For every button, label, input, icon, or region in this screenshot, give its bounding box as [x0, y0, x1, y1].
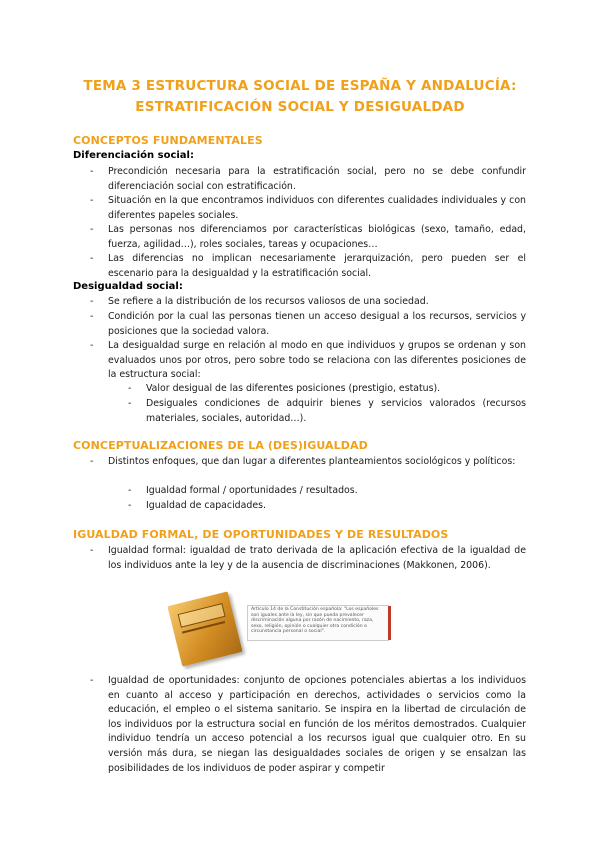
list-item: Igualdad de oportunidades: conjunto de opciones potenciales abiertas a los individuos en cuanto al acceso y participación en derechos, actividades o servicios como la educación, el empleo o el sistema sanitario. Se inspira en la libertad de circulación de los individuos por la estructura social en función de los méritos demostrados. Cualquier individuo tendría un acceso potencial a los recursos igual que cualquier otro. En su versión más dura, se niegan las desigualdades sociales de origen y se ensalzan las posibilidades de los individuos de poder aspirar y competir: [108, 675, 526, 774]
page-title: [40, 76, 560, 118]
bullet-dash: -: [90, 224, 94, 235]
list-item: Condición por la cual las personas tienen un acceso desigual a los recursos, servicios y posiciones que la sociedad valora.: [108, 311, 526, 337]
article-excerpt-image: [247, 605, 389, 641]
subheading-diferenciacion: Diferenciación social:: [73, 150, 194, 161]
list-item: Situación en la que encontramos individuos con diferentes cualidades individuales y con diferentes papeles sociales.: [108, 195, 526, 221]
section-heading-igualdad: IGUALDAD FORMAL, DE OPORTUNIDADES Y DE RESULTADOS: [73, 528, 449, 541]
list-item: La desigualdad surge en relación al modo en que individuos y grupos se ordenan y son evaluados unos por otros, pero sobre todo se relaciona con las diferentes posiciones de la estructura social:: [108, 340, 526, 381]
section-heading-conceptos: CONCEPTOS FUNDAMENTALES: [73, 134, 263, 147]
bullet-dash: -: [90, 675, 94, 686]
bullet-dash: -: [90, 545, 94, 556]
section-heading-conceptualizaciones: CONCEPTUALIZACIONES DE LA (DES)IGUALDAD: [73, 439, 368, 452]
bullet-dash: -: [90, 253, 94, 264]
bullet-dash: -: [90, 166, 94, 177]
sub-list-item: Igualdad de capacidades.: [146, 500, 266, 511]
bullet-dash: -: [128, 398, 132, 409]
title-line-1: TEMA 3 ESTRUCTURA SOCIAL DE ESPAÑA Y ANDALUCÍA:: [83, 78, 517, 94]
sub-list-item: Valor desigual de las diferentes posiciones (prestigio, estatus).: [146, 383, 441, 394]
highlight-mark: [388, 606, 391, 640]
bullet-dash: -: [90, 456, 94, 467]
sub-list-item: Igualdad formal / oportunidades / resultados.: [146, 485, 358, 496]
bullet-dash: -: [128, 485, 132, 496]
list-item: Distintos enfoques, que dan lugar a diferentes planteamientos sociológicos y políticos:: [108, 456, 516, 467]
list-item: Se refiere a la distribución de los recursos valiosos de una sociedad.: [108, 296, 429, 307]
bullet-dash: -: [90, 311, 94, 322]
bullet-dash: -: [90, 340, 94, 351]
bullet-dash: -: [128, 500, 132, 511]
bullet-dash: -: [90, 195, 94, 206]
sub-list-item: Desiguales condiciones de adquirir bienes y servicios valorados (recursos materiales, sociales, autoridad…).: [146, 398, 526, 424]
list-item: Las personas nos diferenciamos por características biológicas (sexo, tamaño, edad, fuerza, agilidad…), roles sociales, tareas y ocupaciones…: [108, 224, 526, 250]
title-line-2: ESTRATIFICACIÓN SOCIAL Y DESIGUALDAD: [135, 99, 465, 115]
article-excerpt-text: Artículo 14 de la Constitución española: "Los españoles son iguales ante la ley, sin que pueda prevalecer discriminación alguna por razón de nacimiento, raza, sexo, religión, opinión o cualquier otra condición o circunstancia personal o social".: [251, 607, 379, 635]
bullet-dash: -: [128, 383, 132, 394]
list-item: Igualdad formal: igualdad de trato derivada de la aplicación efectiva de la igualdad de los individuos ante la ley y de la ausencia de discriminaciones (Makkonen, 2006).: [108, 545, 526, 571]
list-item: Precondición necesaria para la estratificación social, pero no se debe confundir diferenciación social con estratificación.: [108, 166, 526, 192]
bullet-dash: -: [90, 296, 94, 307]
constitution-book-image: [167, 591, 242, 666]
list-item: Las diferencias no implican necesariamente jerarquización, pero pueden ser el escenario para la desigualdad y la estratificación social.: [108, 253, 526, 279]
subheading-desigualdad: Desigualdad social:: [73, 281, 183, 292]
